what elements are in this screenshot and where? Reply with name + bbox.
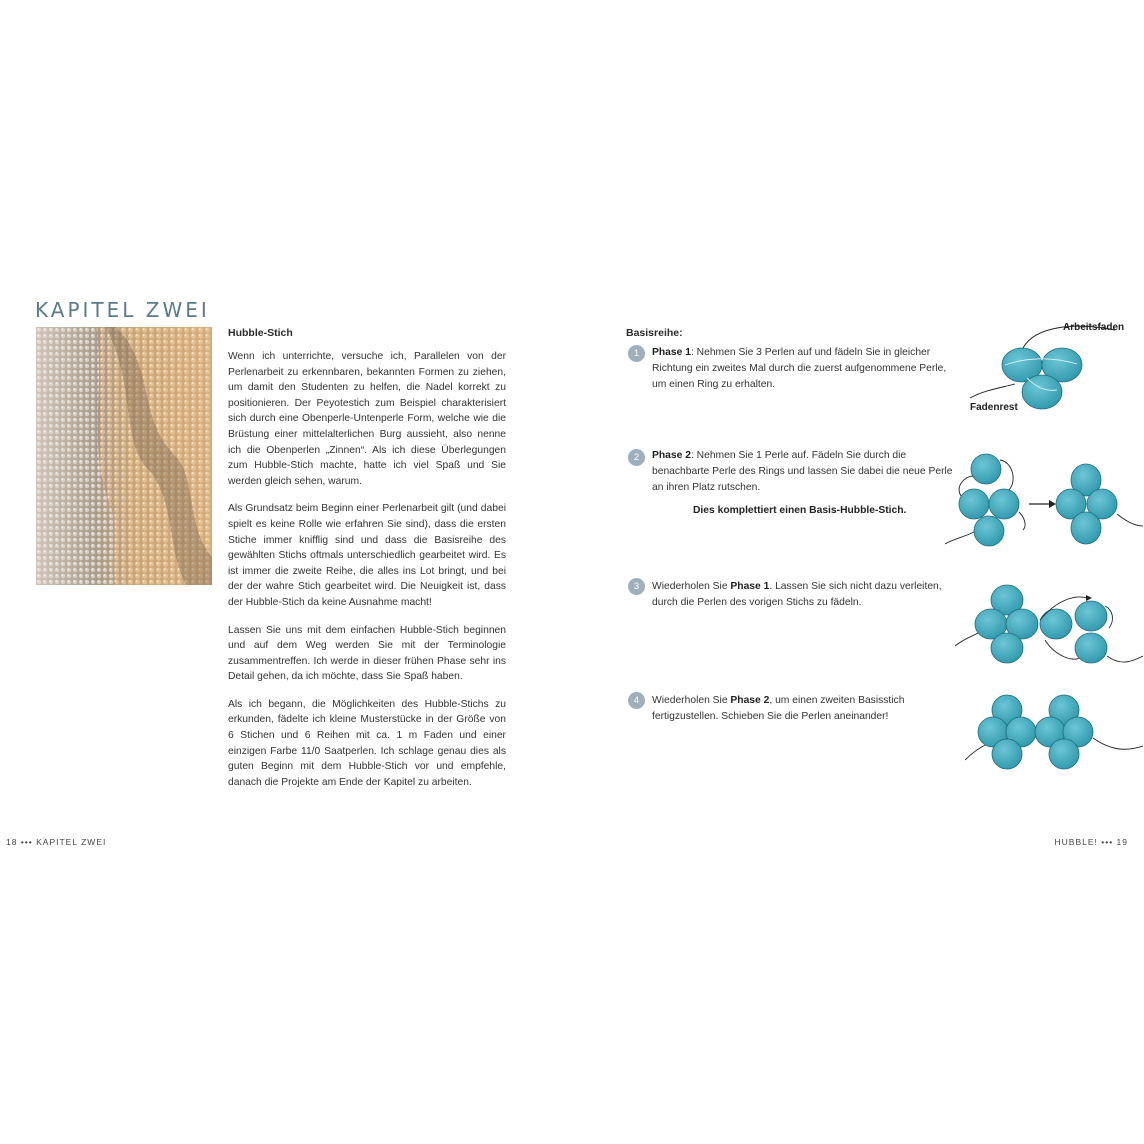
step-phase: Phase 1 [730, 581, 770, 592]
section-heading: Hubble-Stich [228, 327, 293, 339]
footer-right: HUBBLE! ••• 19 [1054, 837, 1128, 847]
step-4-text [652, 693, 952, 725]
step-2-text [652, 448, 957, 496]
diagram-step-4 [965, 690, 1143, 774]
body-text [228, 349, 506, 802]
step-rest: : Nehmen Sie 1 Perle auf. Fädeln Sie durch die benachbarte Perle des Rings und lassen Sie dabei die neue Perle an ihren Platz rutschen. [652, 450, 953, 493]
paragraph: Lassen Sie uns mit dem einfachen Hubble-Stich beginnen und auf dem Weg werden Sie mit der Terminologie zusammentreffen. Ich werde in dieser frühen Phase sehr ins Detail gehen, da ich möchte, dass Sie Spaß haben. [228, 624, 506, 683]
step-1-text [652, 345, 952, 393]
paragraph: Als Grundsatz beim Beginn einer Perlenarbeit gilt (und dabei spielt es keine Rolle wie erfahren Sie sind), dass die ersten Stiche immer knifflig sind und dass die Basisreihe des gewählten Stichs oftmals unterschiedlich gearbeitet wird. Es ist immer die zweite Reihe, die alles ins Lot bringt, und bei der der wahre Stich gearbeitet wird. Die Neuigkeit ist, dass der Hubble-Stich da keine Ausnahme macht! [228, 503, 506, 608]
paragraph: Wenn ich unterrichte, versuche ich, Parallelen von der Perlenarbeit zu erkennbaren, bekannten Formen zu ziehen, um damit den Studenten zu helfen, die Nadel korrekt zu positionieren. Der Peyotestich zum Beispiel charakterisiert sich durch eine Obenperle-Untenperle Form, welche wie die Brüstung einer mittelalterlichen Burg aussieht, also nenne ich die Obenperlen „Zinnen“. Als ich diese Überlegungen zum Hubble-Stich machte, hatte ich viel Spaß und Sie werden gleich sehen, warum. [228, 351, 506, 487]
step-pre: Wiederholen Sie [652, 581, 731, 592]
step-phase: Phase 2 [652, 450, 691, 461]
step-phase: Phase 2 [730, 695, 770, 706]
step-note: Dies komplettiert einen Basis-Hubble-Stich. [693, 505, 907, 516]
label-thread-tail: Fadenrest [970, 402, 1018, 413]
basis-heading: Basisreihe: [626, 327, 683, 339]
step-rest: : Nehmen Sie 3 Perlen auf und fädeln Sie in gleicher Richtung ein zweites Mal durch die zuerst aufgenommene Perle, um einen Ring zu erhalten. [652, 347, 947, 390]
step-3-text [652, 579, 952, 611]
step-pre: Wiederholen Sie [652, 695, 731, 706]
step-rest: , um einen zweiten Basisstich fertigzustellen. Schieben Sie die Perlen aneinander! [652, 695, 905, 722]
step-number: 4 [628, 692, 645, 709]
diagram-phase-2 [945, 446, 1143, 552]
step-rest: . Lassen Sie sich nicht dazu verleiten, durch die Perlen des vorigen Stichs zu fädeln. [652, 581, 942, 608]
beadwork-photo [36, 327, 212, 585]
step-phase: Phase 1 [652, 347, 691, 358]
diagram-step-3 [955, 580, 1143, 670]
step-number: 2 [628, 449, 645, 466]
footer-left: 18 ••• KAPITEL ZWEI [6, 837, 107, 847]
label-working-thread: Arbeitsfaden [1063, 322, 1125, 333]
paragraph: Als ich begann, die Möglichkeiten des Hubble-Stichs zu erkunden, fädelte ich kleine Musterstücke in der Größe von 6 Stichen und 6 Reihen mit ca. 1 m Faden und einer einzigen Farbe 11/0 Saatperlen. Ich schlage genau dies als guten Beginn mit dem Hubble-Stich vor und empfehle, danach die Projekte am Ende der Kapitel zu arbeiten. [228, 698, 506, 788]
step-number: 1 [628, 345, 645, 362]
step-number: 3 [628, 578, 645, 595]
chapter-title: KAPITEL ZWEI [35, 298, 210, 322]
